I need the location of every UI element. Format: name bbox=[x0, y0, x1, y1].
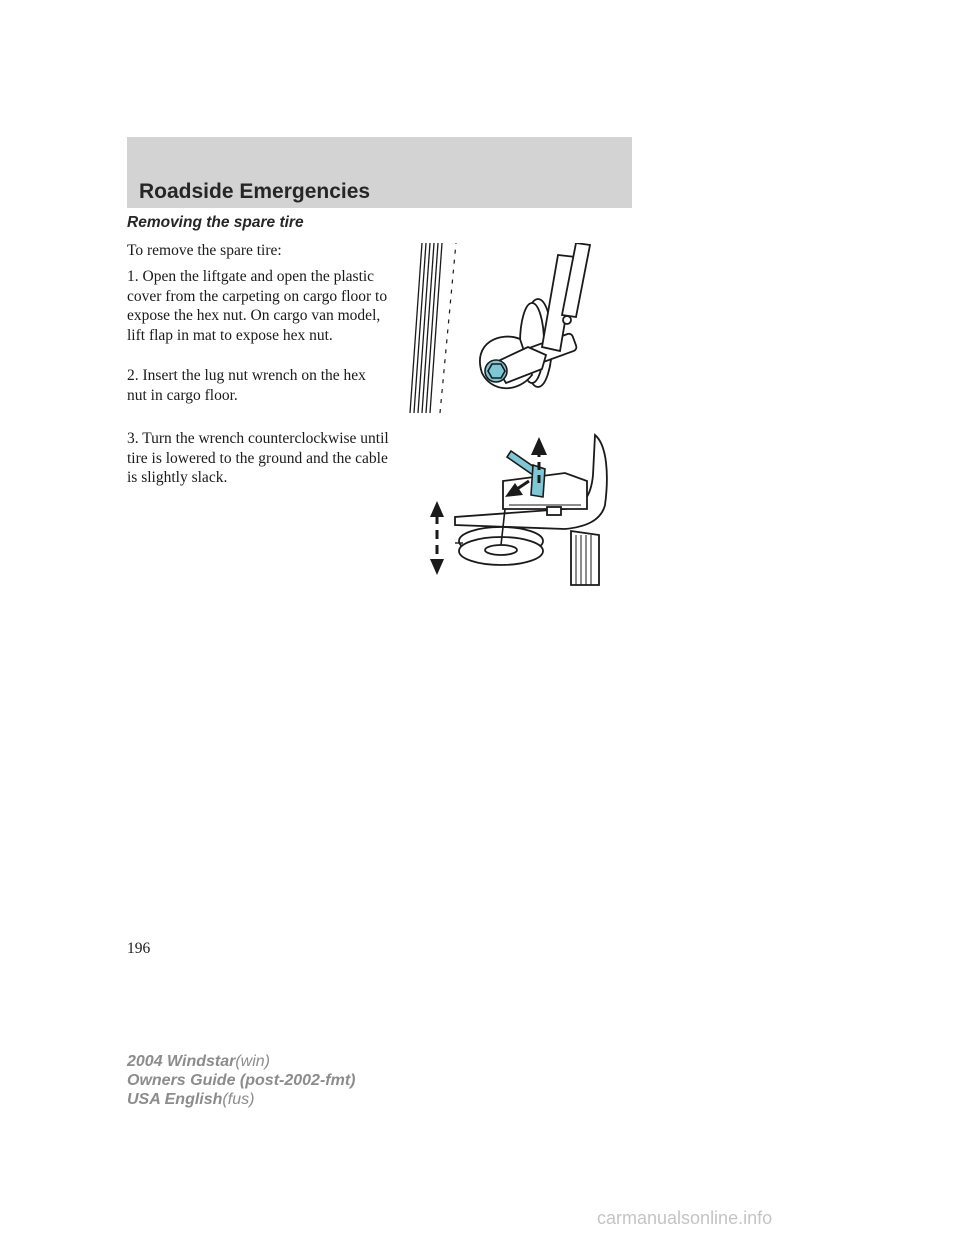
spare-tire-lowering-illustration bbox=[415, 425, 615, 595]
footer-line-1 bbox=[127, 1052, 355, 1071]
footer-language: USA English bbox=[127, 1091, 223, 1108]
intro-text: To remove the spare tire: bbox=[127, 242, 282, 259]
step-3: 3. Turn the wrench counterclockwise until tire is lowered to the ground and the cable is slightly slack. bbox=[127, 430, 389, 486]
footer-line-2 bbox=[127, 1071, 355, 1090]
subheading: Removing the spare tire bbox=[127, 214, 304, 231]
footer-line-3 bbox=[127, 1090, 355, 1109]
footer-model: 2004 Windstar bbox=[127, 1053, 236, 1070]
footer-model-code: (win) bbox=[235, 1053, 271, 1070]
footer-guide: Owners Guide (post-2002-fmt) bbox=[127, 1072, 356, 1089]
document-footer bbox=[127, 1052, 355, 1109]
section-title: Roadside Emergencies bbox=[139, 180, 371, 203]
step-1: 1. Open the liftgate and open the plastic cover from the carpeting on cargo floor to expose the hex nut. On cargo van model, lift flap in mat to expose hex nut. bbox=[127, 268, 388, 344]
step-2: 2. Insert the lug nut wrench on the hex nut in cargo floor. bbox=[127, 367, 366, 404]
footer-language-code: (fus) bbox=[222, 1091, 255, 1108]
page-number: 196 bbox=[127, 940, 151, 957]
watermark: carmanualsonline.info bbox=[597, 1208, 773, 1228]
hex-nut-wrench-illustration bbox=[400, 243, 600, 413]
